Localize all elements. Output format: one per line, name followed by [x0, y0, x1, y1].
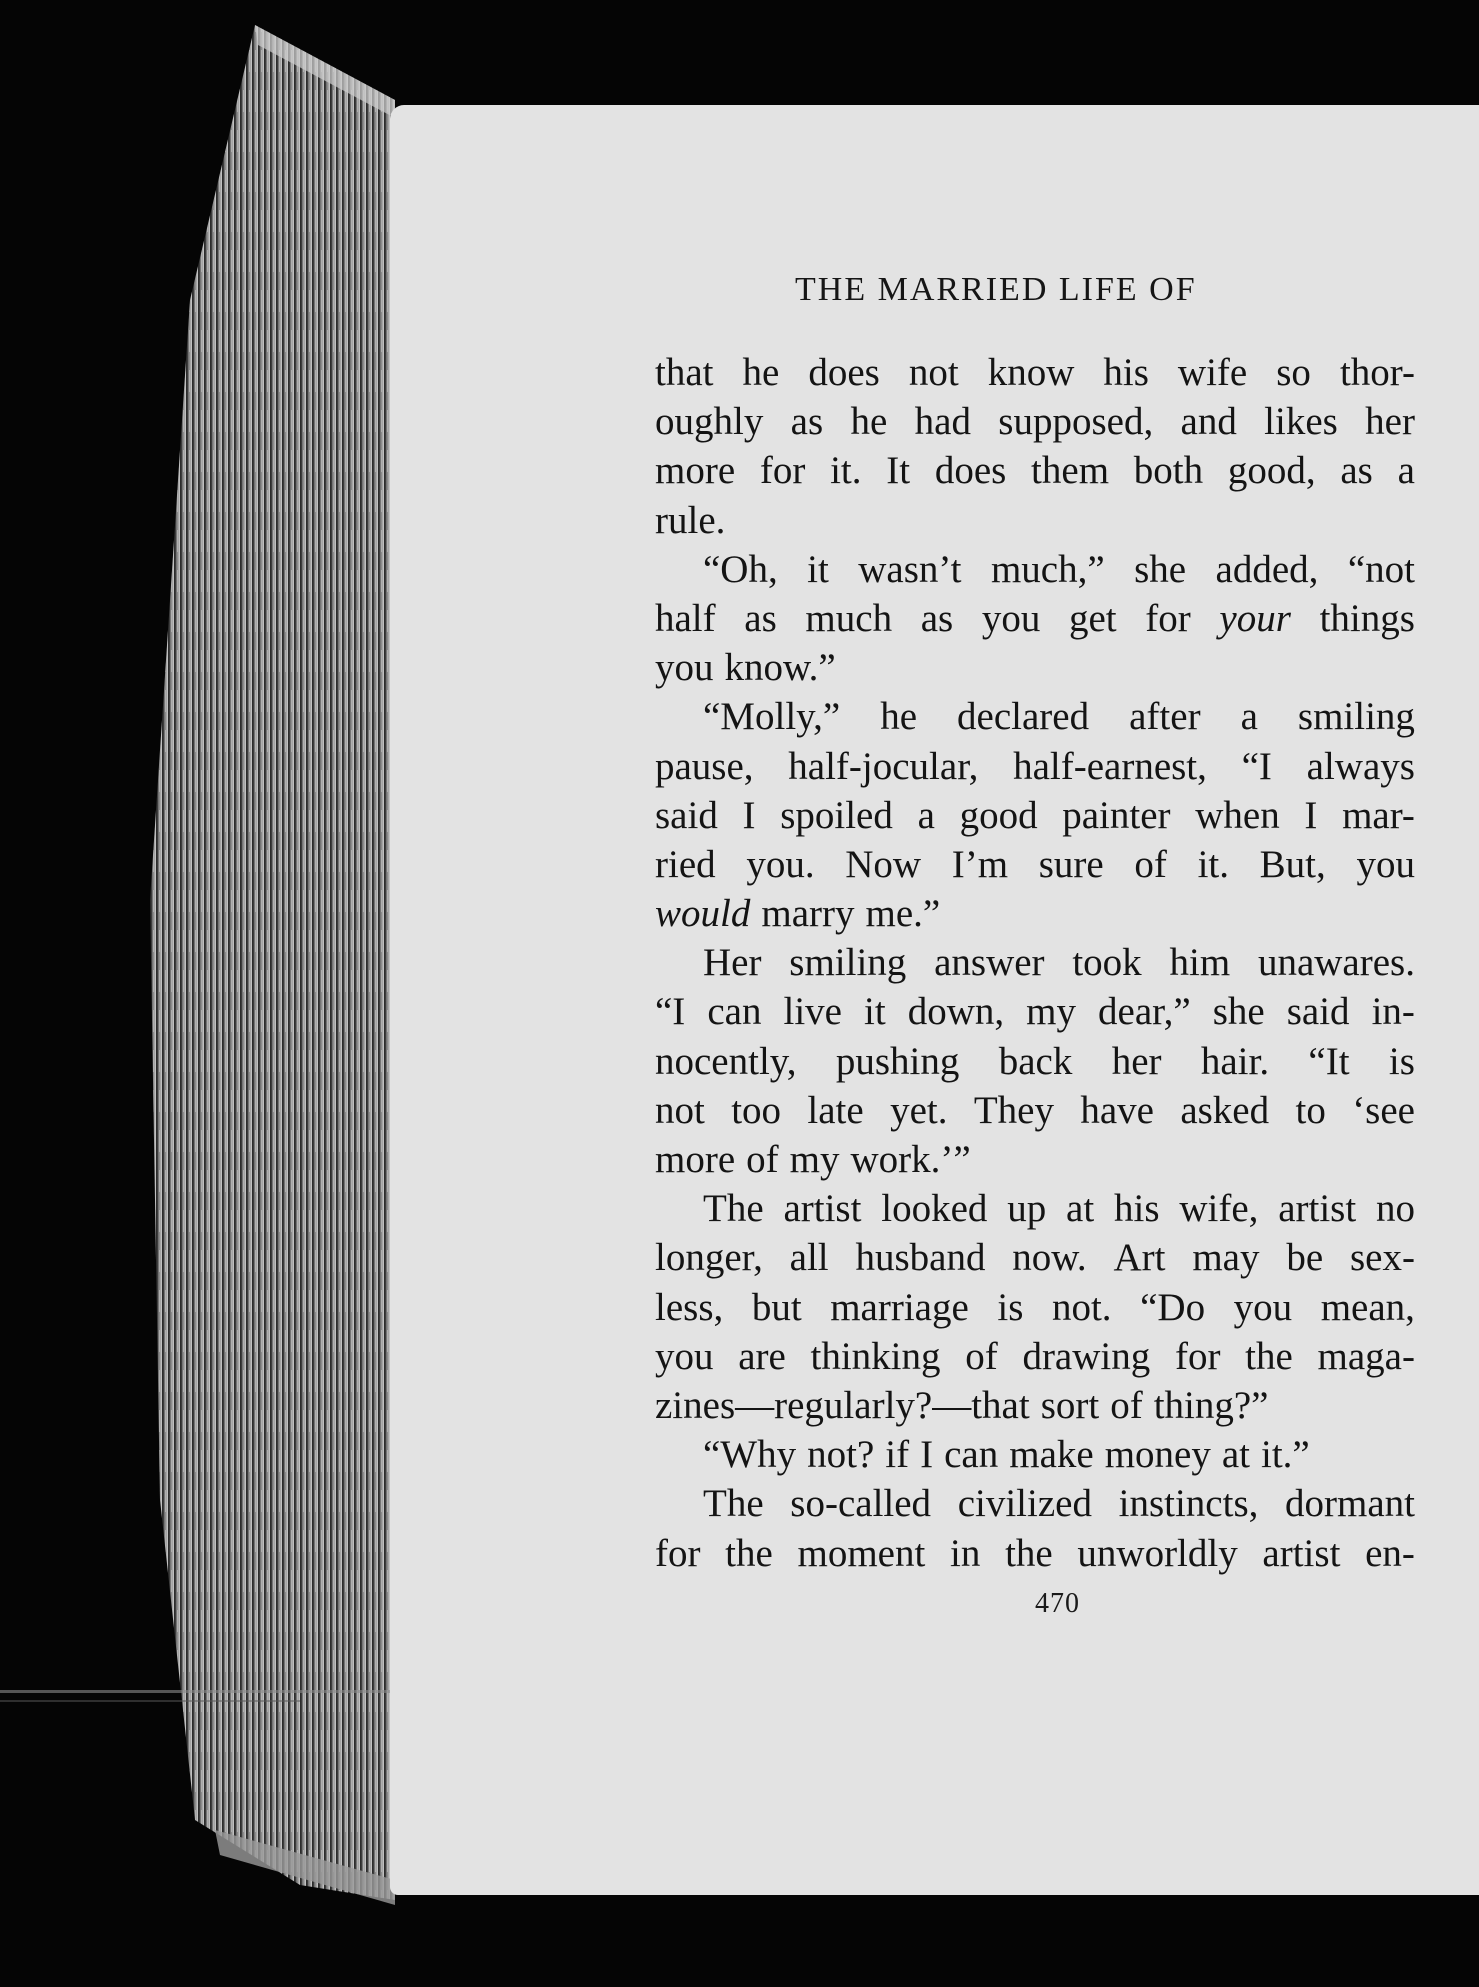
word: husband — [855, 1236, 986, 1280]
word: ried — [655, 842, 716, 886]
word: It — [886, 449, 911, 493]
word: you — [1356, 842, 1415, 886]
word: things — [1319, 596, 1415, 640]
word: marry — [761, 892, 855, 936]
word: her — [1111, 1039, 1162, 1083]
word: to — [1295, 1088, 1326, 1132]
text-line — [655, 1332, 1415, 1381]
text-line — [655, 643, 1415, 692]
word: drawing — [1022, 1334, 1151, 1378]
word: is — [997, 1285, 1024, 1329]
word: artist — [1278, 1187, 1357, 1231]
word: she — [1212, 990, 1265, 1034]
word: pause, — [655, 744, 754, 788]
text-line — [655, 1184, 1415, 1233]
word: it — [864, 990, 886, 1034]
page-number: 470 — [1035, 1588, 1080, 1619]
word: in — [950, 1531, 981, 1575]
text-line — [655, 594, 1415, 643]
word: make — [1009, 1433, 1094, 1477]
word: your — [1219, 596, 1291, 640]
word: added, — [1215, 547, 1319, 591]
word: unawares. — [1257, 941, 1415, 985]
word: at — [1066, 1187, 1095, 1231]
word: “It — [1308, 1039, 1350, 1083]
body-text — [655, 348, 1415, 1578]
word: thor- — [1339, 351, 1415, 394]
word: of — [965, 1334, 998, 1378]
word: all — [789, 1236, 829, 1280]
text-line — [655, 1529, 1415, 1578]
word: I’m — [951, 842, 1009, 886]
word: up — [1007, 1187, 1047, 1231]
word: Now — [845, 842, 922, 886]
word: in- — [1371, 990, 1415, 1034]
text-line — [655, 446, 1415, 495]
word: declared — [957, 695, 1090, 739]
word: may — [1192, 1236, 1260, 1280]
word: said — [655, 793, 718, 837]
text-line — [655, 545, 1415, 594]
word: longer, — [655, 1236, 763, 1280]
word: his — [1103, 351, 1149, 394]
word: more — [655, 449, 736, 493]
text-line — [655, 1381, 1415, 1430]
word: work.’” — [850, 1138, 971, 1181]
word: not. — [1051, 1285, 1112, 1329]
word: he — [880, 695, 918, 739]
word: money — [1104, 1433, 1211, 1477]
word: the — [1005, 1531, 1053, 1575]
word: zines—regularly?—that — [655, 1383, 1030, 1427]
word: now. — [1012, 1236, 1087, 1280]
word: that — [655, 351, 714, 394]
word: I — [1304, 793, 1318, 837]
word: as — [1340, 449, 1373, 493]
word: late — [807, 1088, 864, 1132]
word: the — [725, 1531, 773, 1575]
word: is — [1388, 1039, 1415, 1083]
word: her — [1365, 400, 1415, 444]
word: are — [738, 1334, 786, 1378]
word: and — [1180, 400, 1237, 444]
word: marriage — [830, 1285, 969, 1329]
word: both — [1133, 449, 1204, 493]
word: he — [850, 400, 888, 444]
word: instincts, — [1118, 1482, 1259, 1526]
word: not — [655, 1088, 705, 1132]
word: it. — [830, 449, 862, 493]
text-line — [655, 791, 1415, 840]
word: as — [920, 596, 954, 640]
word: answer — [934, 941, 1045, 985]
word: for — [1174, 1334, 1221, 1378]
word: after — [1129, 695, 1201, 739]
word: had — [914, 400, 971, 444]
word: much — [805, 596, 893, 640]
word: thinking — [810, 1334, 941, 1378]
word: took — [1072, 941, 1142, 985]
word: looked — [881, 1187, 988, 1231]
word: Art — [1113, 1236, 1166, 1280]
text-line — [655, 987, 1415, 1036]
word: you — [655, 1334, 714, 1378]
word: of — [1134, 842, 1167, 886]
word: Her — [703, 941, 762, 985]
text-line — [655, 889, 1415, 938]
word: painter — [1062, 793, 1171, 837]
word: if — [885, 1433, 910, 1477]
word: thing?” — [1153, 1383, 1269, 1427]
word: of — [746, 1138, 779, 1181]
word: me.” — [865, 892, 941, 936]
word: sex- — [1349, 1236, 1415, 1280]
word: you — [981, 596, 1041, 640]
word: civilized — [957, 1482, 1092, 1526]
word: “I — [1241, 744, 1272, 788]
word: smiling — [1297, 695, 1415, 739]
word: said — [1286, 990, 1350, 1034]
word: spoiled — [780, 793, 893, 837]
word: I — [920, 1433, 934, 1477]
word: half-earnest, — [1013, 744, 1207, 788]
word: down, — [907, 990, 1005, 1034]
word: sure — [1038, 842, 1104, 886]
word: smiling — [789, 941, 907, 985]
word: They — [973, 1088, 1054, 1132]
word: not — [908, 351, 959, 394]
word: of — [1110, 1383, 1143, 1427]
word: moment — [797, 1531, 926, 1575]
word: too — [731, 1088, 782, 1132]
word: a — [1397, 449, 1415, 493]
word: you — [1233, 1285, 1293, 1329]
word: be — [1286, 1236, 1324, 1280]
word: when — [1195, 793, 1280, 837]
word: he — [742, 351, 780, 394]
word: my — [789, 1138, 840, 1181]
word: for — [1145, 596, 1191, 640]
word: good, — [1227, 449, 1316, 493]
word: them — [1031, 449, 1110, 493]
text-line — [655, 397, 1415, 446]
word: does — [808, 351, 880, 394]
word: artist — [783, 1187, 862, 1231]
text-line — [655, 938, 1415, 987]
word: more — [655, 1138, 736, 1181]
word: mean, — [1320, 1285, 1415, 1329]
word: so-called — [790, 1482, 932, 1526]
word: she — [1134, 547, 1187, 591]
word: wife, — [1179, 1187, 1259, 1231]
word: no — [1376, 1187, 1415, 1231]
word: But, — [1259, 842, 1326, 886]
word: pushing — [835, 1039, 960, 1083]
word: for — [655, 1531, 701, 1575]
text-line — [655, 1430, 1415, 1479]
word: mar- — [1342, 793, 1415, 837]
word: sort — [1040, 1383, 1100, 1427]
page-block — [150, 25, 395, 1900]
word: would — [655, 892, 751, 936]
word: “Molly,” — [703, 695, 841, 739]
word: live — [783, 990, 842, 1034]
word: a — [1240, 695, 1258, 739]
word: dormant — [1285, 1482, 1415, 1526]
text-line — [655, 840, 1415, 889]
word: unworldly — [1077, 1531, 1238, 1575]
word: wife — [1177, 351, 1248, 394]
text-line — [655, 1135, 1415, 1184]
word: it.” — [1261, 1433, 1310, 1477]
word: half — [655, 596, 716, 640]
word: you. — [746, 842, 815, 886]
word: at — [1221, 1433, 1251, 1477]
word: ‘see — [1352, 1088, 1415, 1132]
word: know.” — [724, 646, 836, 690]
word: a — [917, 793, 935, 837]
word: but — [751, 1285, 802, 1329]
word: oughly — [655, 400, 764, 444]
word: not? — [807, 1433, 875, 1477]
word: always — [1306, 744, 1415, 788]
word: half-jocular, — [788, 744, 979, 788]
text-line — [655, 1479, 1415, 1528]
word: rule. — [655, 498, 726, 542]
word: back — [998, 1039, 1073, 1083]
word: good — [959, 793, 1038, 837]
word: nocently, — [655, 1039, 797, 1083]
word: I — [742, 793, 756, 837]
word: get — [1069, 596, 1117, 640]
word: “Do — [1140, 1285, 1206, 1329]
word: dear,” — [1098, 990, 1191, 1034]
word: much,” — [990, 547, 1105, 591]
word: my — [1026, 990, 1077, 1034]
text-line — [655, 1233, 1415, 1282]
word: as — [790, 400, 824, 444]
word: as — [744, 596, 777, 640]
word: artist — [1262, 1531, 1341, 1575]
running-head: THE MARRIED LIFE OF — [795, 271, 1197, 308]
text-line — [655, 742, 1415, 791]
word: less, — [655, 1285, 724, 1329]
word: for — [759, 449, 806, 493]
word: “I — [655, 990, 686, 1034]
word: it — [807, 547, 829, 591]
word: have — [1080, 1088, 1154, 1132]
word: yet. — [890, 1088, 948, 1132]
word: you — [655, 646, 714, 690]
word: en- — [1365, 1531, 1415, 1575]
text-line — [655, 1086, 1415, 1135]
word: maga- — [1317, 1334, 1415, 1378]
word: hair. — [1200, 1039, 1270, 1083]
word: him — [1169, 941, 1231, 985]
word: asked — [1180, 1088, 1270, 1132]
word: the — [1245, 1334, 1293, 1378]
text-line — [655, 692, 1415, 741]
word: likes — [1264, 400, 1338, 444]
text-line — [655, 1283, 1415, 1332]
word: know — [987, 351, 1075, 394]
word: The — [703, 1482, 764, 1526]
word: so — [1276, 351, 1311, 394]
word: does — [934, 449, 1007, 493]
word: can — [944, 1433, 999, 1477]
word: “Why — [703, 1433, 797, 1477]
text-line — [655, 1037, 1415, 1086]
word: “Oh, — [703, 547, 778, 591]
word: wasn’t — [858, 547, 962, 591]
word: can — [707, 990, 762, 1034]
word: supposed, — [998, 400, 1154, 444]
word: his — [1114, 1187, 1160, 1231]
word: “not — [1347, 547, 1415, 591]
text-line — [655, 348, 1415, 397]
word: it. — [1197, 842, 1229, 886]
word: The — [703, 1187, 764, 1231]
text-line — [655, 496, 1415, 545]
